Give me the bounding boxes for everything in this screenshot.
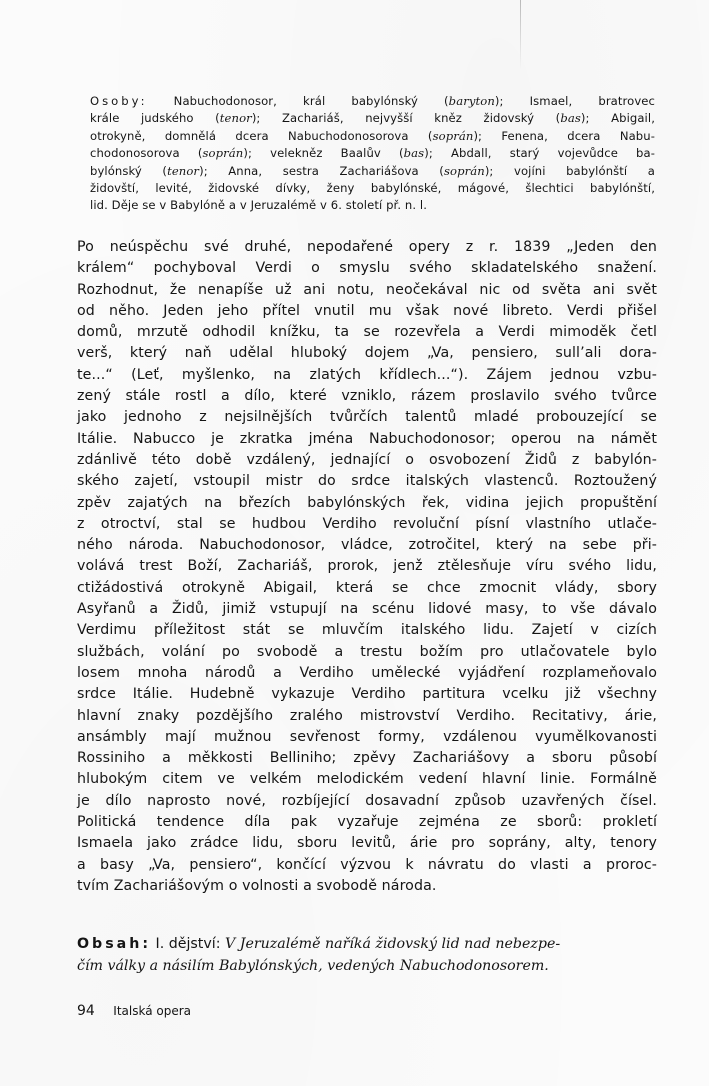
synopsis-line-1 xyxy=(77,933,657,955)
voice-type: baryton xyxy=(448,94,495,108)
voice-type: tenor xyxy=(167,163,200,178)
text-line: Verdimu příležitost stát se mluvčím italského lidu. Zajetí v cizích xyxy=(77,622,657,639)
synopsis-label: Obsah: xyxy=(77,936,152,952)
text-line: Itálie. Nabucco je zkratka jména Nabuchodonosor; operou na námět xyxy=(77,430,657,447)
synopsis-line-2 xyxy=(77,955,657,977)
cast-line xyxy=(90,110,655,127)
text-line: Politická tendence díla pak vyzařuje zejména ze sborů: prokletí xyxy=(77,814,657,831)
cast-list xyxy=(90,93,655,215)
cast-text: lid. Děje se v Babylóně a v Jeruzalémě v 6. století př. n. l. xyxy=(90,198,428,213)
text-line: a basy „Va, pensiero“, končící výzvou k návratu do vlasti a proroc- xyxy=(77,856,657,873)
synopsis-text-1: V Jeruzalémě naříká židovský lid nad nebezpe- xyxy=(225,936,561,952)
text-line: Ismaela jako zrádce lidu, sboru levitů, árie pro soprány, alty, tenory xyxy=(77,835,657,852)
voice-type: soprán xyxy=(202,146,244,161)
cast-text: ); Abdall, starý vojevůdce ba- xyxy=(424,146,656,161)
cast-text: ); Ismael, bratrovec xyxy=(494,94,656,108)
text-line: ctižádostivá otrokyně Abigail, která se chce zmocnit vlády, sbory xyxy=(77,579,657,596)
text-line: Rozhodnut, že nenapíše už ani notu, neočekával nic od světa ani svět xyxy=(77,281,657,298)
text-line: verš, který naň udělal hluboký dojem „Va, pensiero, sull’ali dora- xyxy=(77,345,657,362)
cast-line xyxy=(90,163,655,180)
cast-label: Osoby: xyxy=(90,94,148,108)
cast-text: chodonosorova ( xyxy=(90,146,203,161)
cast-text: krále judského ( xyxy=(90,111,220,126)
synopsis-act: I. dějství: xyxy=(155,936,221,952)
cast-text: ); Fenena, dcera Nabu- xyxy=(473,128,655,143)
text-line: z otroctví, stal se hudbou Verdiho revoluční písní vlastního utlače- xyxy=(77,515,657,532)
cast-line xyxy=(90,180,655,197)
text-line: službách, volání po svobodě a trestu božím pro utlačovatele bylo xyxy=(77,643,657,660)
cast-text: otrokyně, domnělá dcera Nabuchodonosorova ( xyxy=(90,128,433,143)
text-line: losem mnoha národů a Verdiho umělecké vyjádření rozplameňovalo xyxy=(77,664,657,681)
text-line: domů, mrzutě odhodil knížku, ta se rozevřela a Verdi mimoděk četl xyxy=(77,324,657,341)
cast-text: ); Abigail, xyxy=(580,111,655,126)
text-line: te...“ (Leť, myšlenko, na zlatých křídlech...“). Zájem jednou vzbu- xyxy=(77,366,657,383)
text-line: Po neúspěchu své druhé, nepodařené opery z r. 1839 „Jeden den xyxy=(77,239,657,255)
cast-text: Nabuchodonosor, král babylónský ( xyxy=(173,94,449,108)
voice-type: bas xyxy=(403,146,425,161)
text-line: hlubokým citem ve velkém melodickém vedení hlavní linie. Formálně xyxy=(77,771,657,788)
running-title: Italská opera xyxy=(113,1004,191,1018)
text-line: tvím Zachariášovým o volnosti a svobodě národa. xyxy=(77,877,437,894)
voice-type: soprán xyxy=(443,163,485,178)
page-footer xyxy=(77,1003,191,1019)
cast-text: židovští, levité, židovské dívky, ženy babylónské, mágové, šlechtici babylónští, xyxy=(90,181,655,196)
cast-line xyxy=(90,145,655,162)
text-line: hlavní znaky pozdějšího zralého mistrovství Verdiho. Recitativy, árie, xyxy=(77,707,657,724)
cast-text: ); Anna, sestra Zachariášova ( xyxy=(199,163,444,178)
text-line: Rossiniho a měkkosti Belliniho; zpěvy Zachariášovy a sboru působí xyxy=(77,750,657,767)
text-line: jako jednoho z nejsilnějších tvůrčích talentů mladé probouzející se xyxy=(77,409,657,426)
cast-line xyxy=(90,128,655,145)
text-line: zpěv zajatých na březích babylónských řek, vidina jejich propuštění xyxy=(77,494,657,511)
voice-type: tenor xyxy=(219,111,252,126)
voice-type: bas xyxy=(560,111,581,126)
page-number: 94 xyxy=(77,1003,95,1019)
cast-text: bylónský ( xyxy=(90,163,168,178)
text-line: Asyřanů a Židů, jimiž vstupují na scénu lidové masy, to vše dávalo xyxy=(77,601,657,618)
page-crease xyxy=(520,0,521,70)
text-line: ného národa. Nabuchodonosor, vládce, zotročitel, který na sebe při- xyxy=(77,537,657,554)
voice-type: soprán xyxy=(432,128,474,143)
cast-text: ); vojíni babylónští a xyxy=(484,163,656,178)
text-line: zený stále rostl a dílo, které vzniklo, rázem proslavilo svého tvůrce xyxy=(77,388,657,405)
text-line: králem“ pochyboval Verdi o smyslu svého skladatelského snažení. xyxy=(77,260,657,277)
cast-text: ); velekněz Baalův ( xyxy=(243,146,404,161)
text-line: ského zajetí, vstoupil mistr do srdce italských vlastenců. Roztoužený xyxy=(77,473,657,490)
text-line: je dílo naprosto nové, rozbíjející dosavadní způsob uzavřených čísel. xyxy=(77,792,657,809)
text-line: zdánlivě této době vzdálený, jednající o osvobození Židů z babylón- xyxy=(77,451,657,468)
cast-line xyxy=(90,93,655,110)
cast-text: ); Zachariáš, nejvyšší kněz židovský ( xyxy=(251,111,561,126)
synopsis-text-2: čím války a násilím Babylónských, vedených Nabuchodonosorem. xyxy=(77,958,549,974)
main-text xyxy=(77,237,657,897)
text-line: volává trest Boží, Zachariáš, prorok, jenž ztělesňuje víru svého lidu, xyxy=(77,558,657,575)
text-line: ansámbly mají mužnou sevřenost formy, vzdálenou vyumělkovanosti xyxy=(77,728,657,745)
cast-line xyxy=(90,197,655,214)
synopsis xyxy=(77,933,657,977)
text-line: srdce Itálie. Hudebně vykazuje Verdiho partitura vcelku již všechny xyxy=(77,686,657,703)
text-line: od něho. Jeden jeho přítel vnutil mu však nové libreto. Verdi přišel xyxy=(77,302,657,319)
